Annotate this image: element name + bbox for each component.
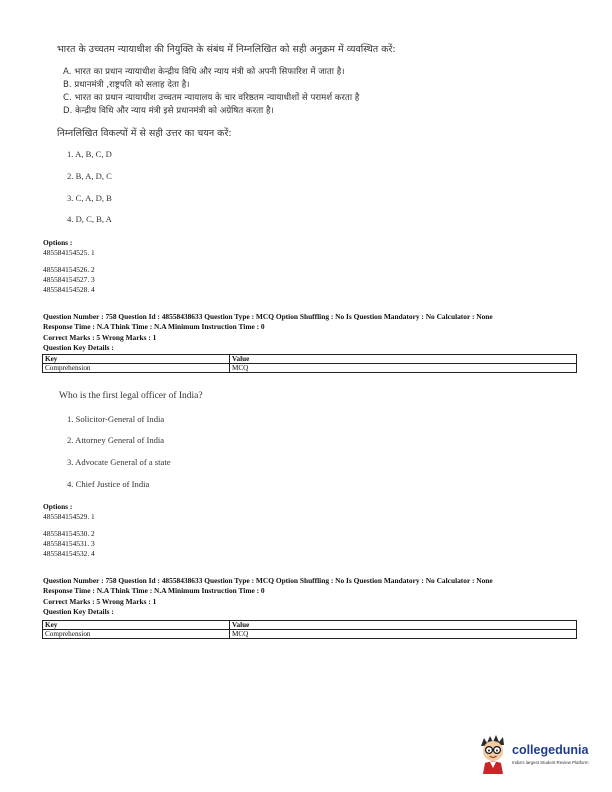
key-cell: Comprehension [43, 630, 230, 639]
q1-choice-4: 4. D, C, B, A [67, 214, 112, 224]
meta2-line2: Response Time : N.A Think Time : N.A Minimum Instruction Time : 0 [43, 586, 265, 595]
q2-choice-1: 1. Solicitor-General of India [67, 414, 165, 424]
key-header: Key [43, 355, 230, 364]
q1-option-id-3: 485584154527. 3 [43, 275, 95, 284]
collegedunia-logo [477, 730, 607, 780]
meta1-line1: Question Number : 758 Question Id : 48558438633 Question Type : MCQ Option Shuffling : No Is Question Mandatory : No Calculator : None [43, 312, 493, 321]
q1-choice-1: 1. A, B, C, D [67, 149, 112, 159]
mascot-icon [477, 734, 509, 774]
question-2-text: Who is the first legal officer of India? [59, 391, 203, 401]
value-cell: MCQ [230, 364, 577, 373]
q1-options-label: Options : [43, 238, 73, 247]
q2-choice-2: 2. Attorney General of India [67, 435, 165, 445]
value-header: Value [230, 355, 577, 364]
brand-tagline: India's largest Student Review Platform [512, 760, 589, 765]
statement-a: A. भारत का प्रधान न्यायाधीश केन्द्रीय विधि और न्याय मंत्री को अपनी सिफारिश में जाता है। [63, 67, 345, 77]
key-details-table-2 [42, 620, 577, 639]
key-header: Key [43, 621, 230, 630]
meta2-line3: Correct Marks : 5 Wrong Marks : 1 [43, 597, 157, 606]
meta2-line4: Question Key Details : [43, 607, 114, 616]
q2-option-id-4: 485584154532. 4 [43, 549, 95, 558]
q1-option-id-2: 485584154526. 2 [43, 265, 95, 274]
meta2-line1: Question Number : 758 Question Id : 48558438633 Question Type : MCQ Option Shuffling : No Is Question Mandatory : No Calculator : None [43, 576, 493, 585]
q2-choice-3: 3. Advocate General of a state [67, 457, 171, 467]
q1-option-id-4: 485584154528. 4 [43, 285, 95, 294]
value-header: Value [230, 621, 577, 630]
key-details-table-1 [42, 354, 577, 373]
value-cell: MCQ [230, 630, 577, 639]
q2-choice-4: 4. Chief Justice of India [67, 479, 150, 489]
q2-option-id-2: 485584154530. 2 [43, 529, 95, 538]
q1-option-id-1: 485584154525. 1 [43, 248, 95, 257]
meta1-line3: Correct Marks : 5 Wrong Marks : 1 [43, 333, 157, 342]
question-1-text: भारत के उच्चतम न्यायाधीश की नियुक्ति के संबंध में निम्नलिखित को सही अनुक्रम में व्यवस्थित करें: [57, 44, 396, 55]
brand-name: collegedunia [512, 743, 589, 757]
statement-c: C. भारत का प्रधान न्यायाधीश उच्चतम न्यायालय के चार वरिष्ठतम न्यायाधीशों से परामर्श करता है [63, 93, 360, 103]
key-cell: Comprehension [43, 364, 230, 373]
q1-choice-3: 3. C, A, D, B [67, 193, 112, 203]
statement-d: D. केन्द्रीय विधि और न्याय मंत्री इसे प्रधानमंत्री को अग्रेषित करता है। [63, 106, 274, 116]
meta1-line4: Question Key Details : [43, 343, 114, 352]
q2-options-label: Options : [43, 502, 73, 511]
q2-option-id-3: 485584154531. 3 [43, 539, 95, 548]
q2-option-id-1: 485584154529. 1 [43, 512, 95, 521]
statement-b: B. प्रधानमंत्री ,राष्ट्रपति को सलाह देता है। [63, 80, 190, 90]
question-1-instruction: निम्नलिखित विकल्पों में से सही उत्तर का चयन करें: [57, 128, 232, 139]
meta1-line2: Response Time : N.A Think Time : N.A Minimum Instruction Time : 0 [43, 322, 265, 331]
q1-choice-2: 2. B, A, D, C [67, 171, 112, 181]
